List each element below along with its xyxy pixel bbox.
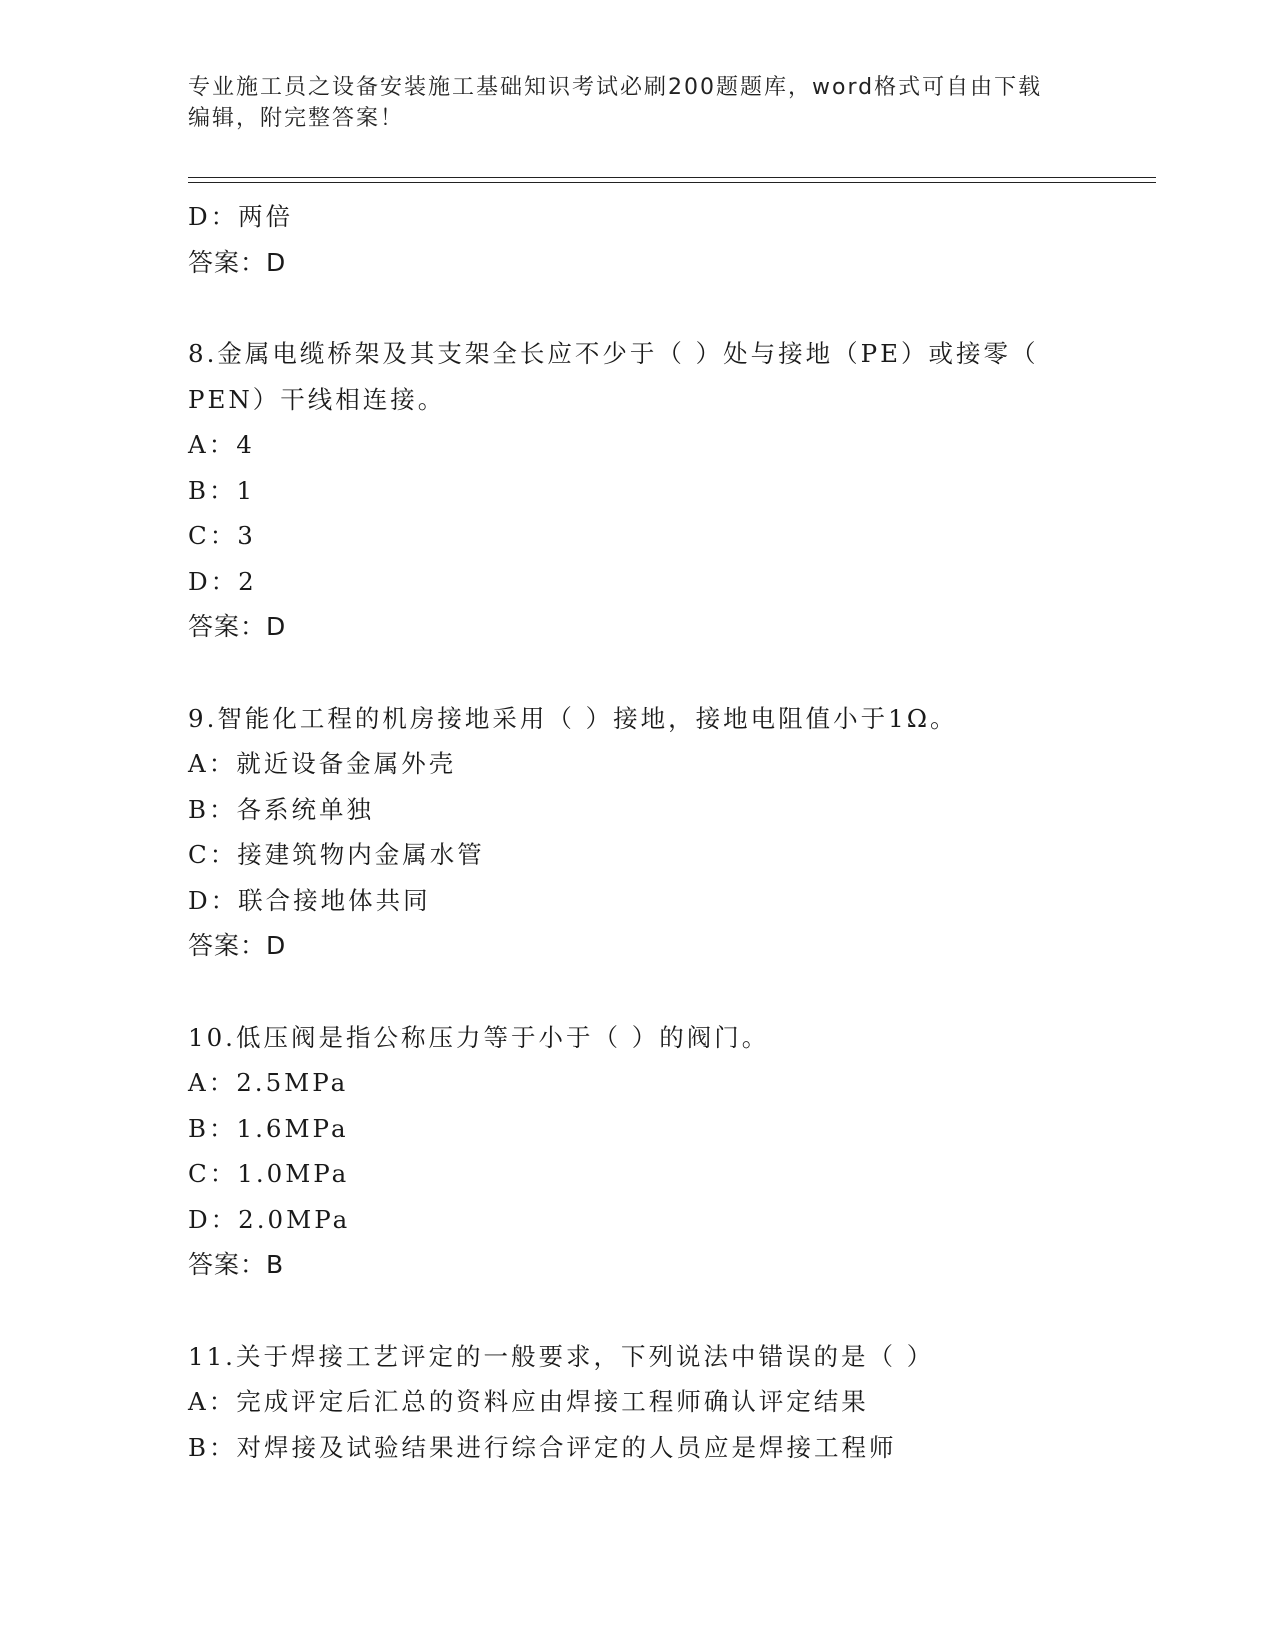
option-d: D：2.0MPa (188, 1204, 351, 1234)
header-line-1: 专业施工员之设备安装施工基础知识考试必刷200题题库，word格式可自由下载 (188, 75, 1043, 100)
option-c: C：接建筑物内金属水管 (188, 840, 485, 869)
answer: 答案：B (188, 1250, 285, 1279)
option-d: D：2 (188, 566, 257, 596)
option-c: C：1.0MPa (188, 1159, 350, 1188)
question-block-11 (188, 1334, 1088, 1471)
option-a: A：4 (188, 430, 255, 459)
question-stem: 9.智能化工程的机房接地采用（ ）接地，接地电阻值小于1Ω。 (188, 703, 958, 733)
question-stem-continued: PEN）干线相连接。 (188, 384, 446, 414)
option-c: C：3 (188, 521, 256, 550)
question-block-7 (188, 194, 1088, 285)
question-stem: 11.关于焊接工艺评定的一般要求，下列说法中错误的是（ ） (188, 1341, 935, 1371)
option-d: D：联合接地体共同 (188, 885, 431, 915)
header-rule-bottom (188, 182, 1156, 183)
question-stem: 10.低压阀是指公称压力等于小于（ ）的阀门。 (188, 1022, 770, 1052)
option-d: D：两倍 (188, 202, 294, 231)
header-line-2: 编辑，附完整答案！ (188, 106, 405, 131)
answer: 答案：D (188, 247, 287, 277)
header-rule-top (188, 177, 1156, 178)
document-body (188, 194, 1088, 1470)
document-header (188, 72, 1088, 134)
option-a: A：2.5MPa (188, 1068, 349, 1097)
option-b: B：1.6MPa (188, 1113, 349, 1143)
option-b: B：各系统单独 (188, 794, 375, 824)
question-block-9 (188, 696, 1088, 969)
answer: 答案：D (188, 931, 287, 960)
option-a: A：就近设备金属外壳 (188, 749, 457, 778)
answer: 答案：D (188, 612, 287, 641)
option-b: B：对焊接及试验结果进行综合评定的人员应是焊接工程师 (188, 1432, 897, 1462)
option-a: A：完成评定后汇总的资料应由焊接工程师确认评定结果 (188, 1387, 869, 1416)
question-block-8 (188, 331, 1088, 650)
question-stem: 8.金属电缆桥架及其支架全长应不少于（ ）处与接地（PE）或接零（ (188, 339, 1039, 368)
question-block-10 (188, 1015, 1088, 1288)
option-b: B：1 (188, 475, 256, 505)
